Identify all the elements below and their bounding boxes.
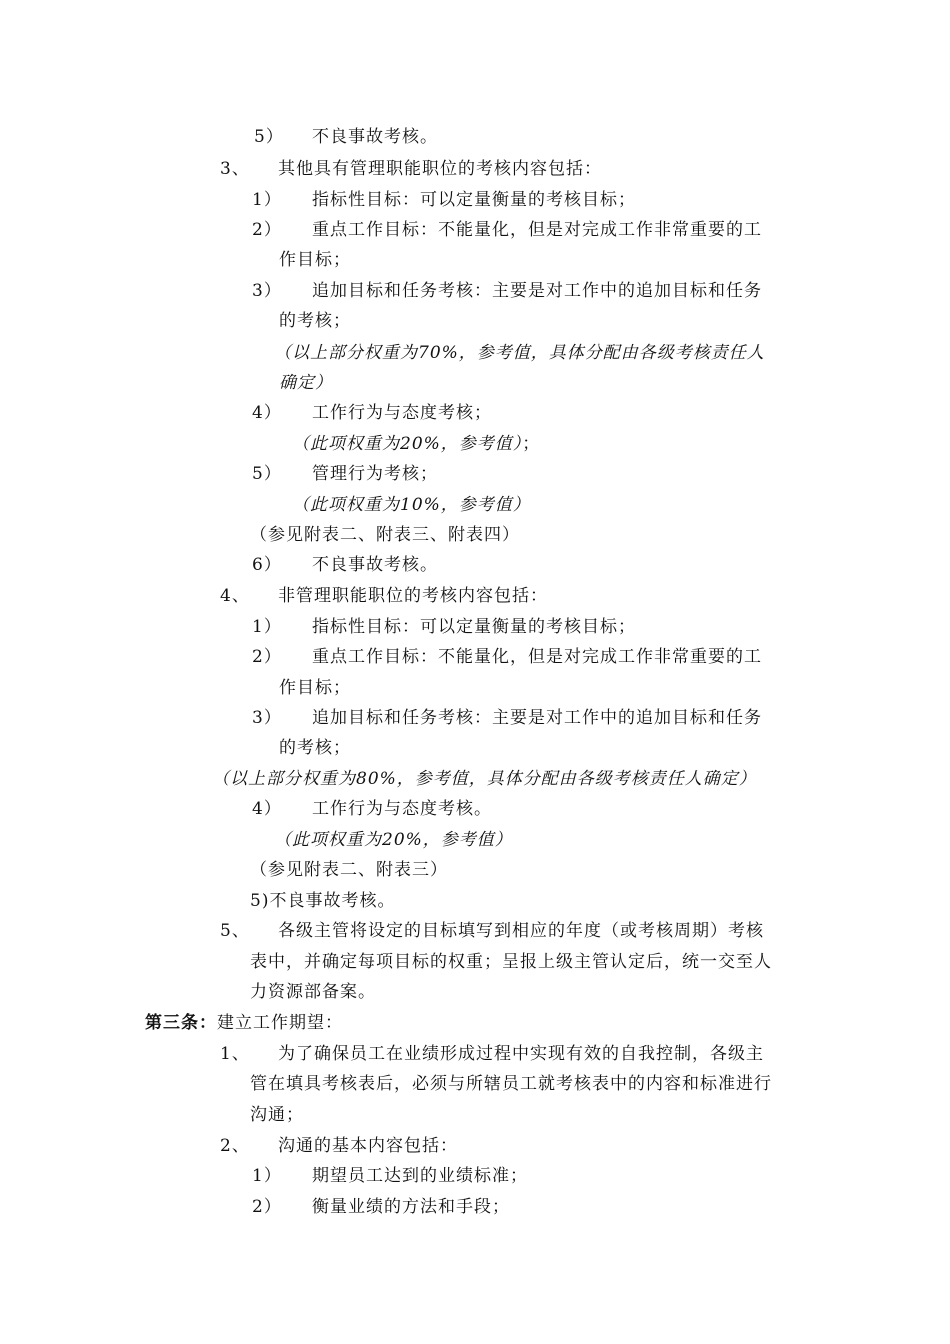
list-item bbox=[252, 459, 438, 489]
item-text: 不良事故考核。 bbox=[312, 555, 438, 575]
list-item bbox=[252, 794, 492, 824]
item-number: 3、 bbox=[220, 159, 250, 179]
continuation-line: 表中，并确定每项目标的权重；呈报上级主管认定后，统一交至人 bbox=[250, 952, 772, 972]
weight-note: （此项权重为10%，参考值） bbox=[292, 495, 531, 515]
list-item bbox=[254, 122, 438, 152]
list-item bbox=[252, 550, 438, 580]
continuation-line: 沟通； bbox=[250, 1105, 304, 1125]
list-item bbox=[252, 276, 762, 306]
item-text: 追加目标和任务考核：主要是对工作中的追加目标和任务 bbox=[312, 281, 762, 301]
article-title: 建立工作期望： bbox=[217, 1013, 343, 1033]
reference-note: （参见附表二、附表三） bbox=[250, 860, 448, 880]
item-text: 不良事故考核。 bbox=[312, 127, 438, 147]
item-number: 2） bbox=[252, 220, 282, 240]
item-number: 4、 bbox=[220, 586, 250, 606]
item-text: 追加目标和任务考核：主要是对工作中的追加目标和任务 bbox=[312, 708, 762, 728]
list-item bbox=[252, 398, 492, 428]
article-label: 第三条： bbox=[145, 1013, 217, 1033]
item-text: 管理行为考核； bbox=[312, 464, 438, 484]
item-number: 1） bbox=[252, 190, 282, 210]
item-number: 4） bbox=[252, 799, 282, 819]
list-item bbox=[252, 1192, 510, 1222]
continuation-line: 的考核； bbox=[279, 311, 351, 331]
list-item bbox=[252, 185, 636, 215]
item-text: 衡量业绩的方法和手段； bbox=[312, 1197, 510, 1217]
list-item bbox=[220, 581, 548, 611]
item-number: 1、 bbox=[220, 1044, 250, 1064]
item-number: 5） bbox=[254, 127, 284, 147]
list-item bbox=[220, 1131, 458, 1161]
item-text: 重点工作目标：不能量化，但是对完成工作非常重要的工 bbox=[312, 647, 762, 667]
list-item bbox=[252, 612, 636, 642]
continuation-line: 管在填具考核表后，必须与所辖员工就考核表中的内容和标准进行 bbox=[250, 1074, 772, 1094]
list-item: 5)不良事故考核。 bbox=[250, 891, 396, 911]
weight-note-continuation: 确定） bbox=[279, 373, 333, 393]
list-item bbox=[220, 1039, 764, 1069]
item-number: 6） bbox=[252, 555, 282, 575]
continuation-line: 作目标； bbox=[279, 678, 351, 698]
item-number: 4） bbox=[252, 403, 282, 423]
item-number: 5） bbox=[252, 464, 282, 484]
item-text: 各级主管将设定的目标填写到相应的年度（或考核周期）考核 bbox=[278, 921, 764, 941]
item-number: 1） bbox=[252, 1166, 282, 1186]
continuation-line: 力资源部备案。 bbox=[250, 982, 376, 1002]
item-number: 3） bbox=[252, 708, 282, 728]
item-number: 2） bbox=[252, 1197, 282, 1217]
item-number: 3） bbox=[252, 281, 282, 301]
list-item bbox=[252, 642, 762, 672]
list-item bbox=[252, 703, 762, 733]
item-number: 2、 bbox=[220, 1136, 250, 1156]
item-text: 为了确保员工在业绩形成过程中实现有效的自我控制，各级主 bbox=[278, 1044, 764, 1064]
weight-note: （以上部分权重为70%，参考值，具体分配由各级考核责任人 bbox=[274, 343, 765, 363]
list-item bbox=[220, 154, 602, 184]
continuation-line: 作目标； bbox=[279, 250, 351, 270]
weight-note: （以上部分权重为80%，参考值，具体分配由各级考核责任人确定） bbox=[212, 769, 757, 789]
list-item bbox=[220, 916, 764, 946]
item-text: 其他具有管理职能职位的考核内容包括： bbox=[278, 159, 602, 179]
list-item bbox=[252, 1161, 528, 1191]
item-text: 沟通的基本内容包括： bbox=[278, 1136, 458, 1156]
item-text: 工作行为与态度考核。 bbox=[312, 799, 492, 819]
item-text: 期望员工达到的业绩标准； bbox=[312, 1166, 528, 1186]
continuation-line: 的考核； bbox=[279, 738, 351, 758]
item-number: 2） bbox=[252, 647, 282, 667]
item-number: 1） bbox=[252, 617, 282, 637]
item-text: 指标性目标：可以定量衡量的考核目标； bbox=[312, 190, 636, 210]
item-text: 非管理职能职位的考核内容包括： bbox=[278, 586, 548, 606]
item-text: 重点工作目标：不能量化，但是对完成工作非常重要的工 bbox=[312, 220, 762, 240]
weight-note: （此项权重为20%，参考值）； bbox=[292, 434, 541, 454]
article-heading bbox=[145, 1008, 343, 1038]
reference-note: （参见附表二、附表三、附表四） bbox=[250, 525, 520, 545]
weight-note: （此项权重为20%，参考值） bbox=[274, 830, 513, 850]
list-item bbox=[252, 215, 762, 245]
item-text: 指标性目标：可以定量衡量的考核目标； bbox=[312, 617, 636, 637]
item-text: 工作行为与态度考核； bbox=[312, 403, 492, 423]
item-number: 5、 bbox=[220, 921, 250, 941]
